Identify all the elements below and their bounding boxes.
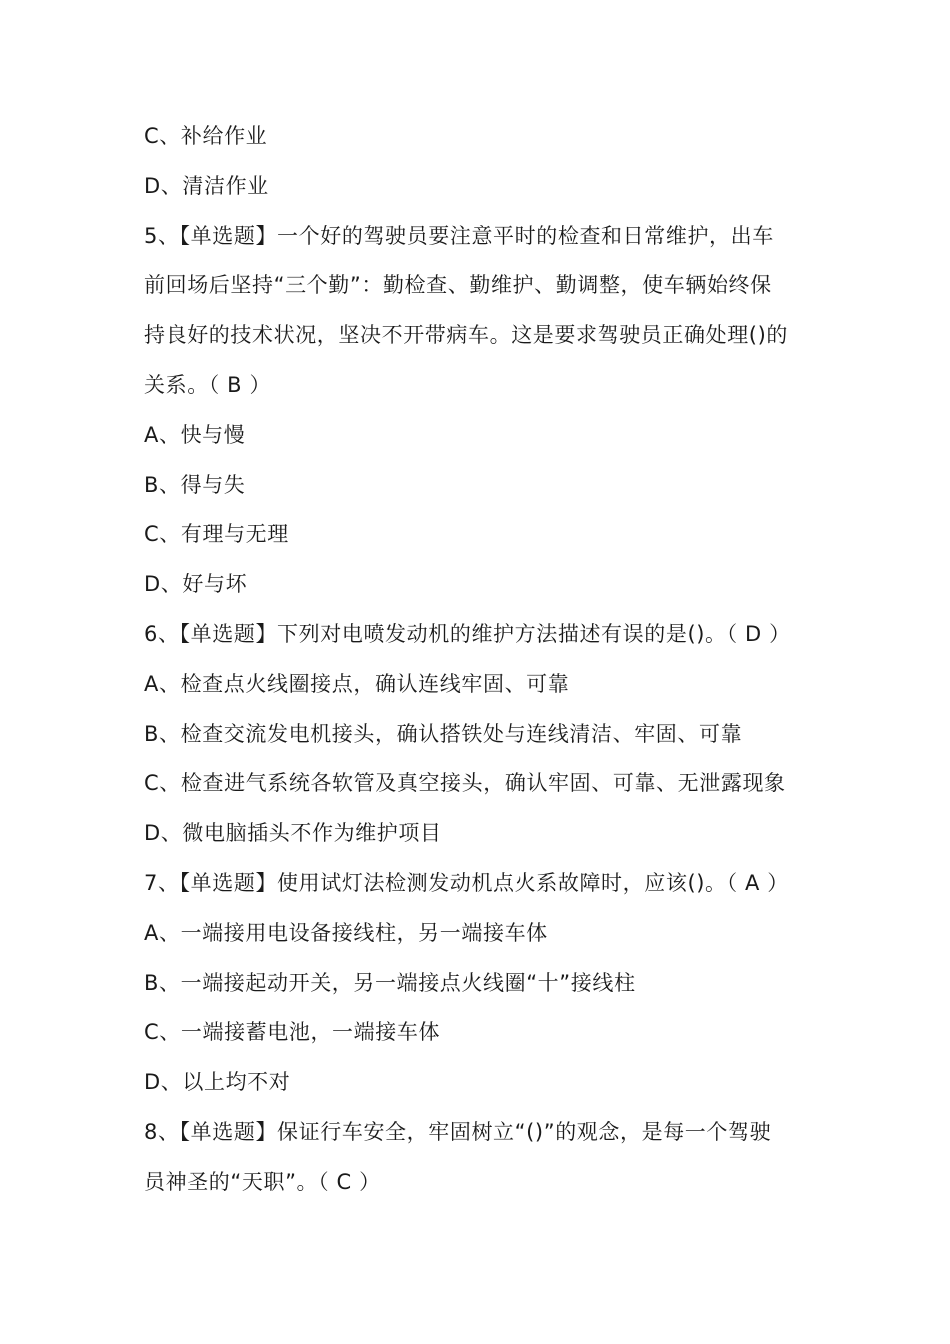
question-5-option-a: A、快与慢 (144, 422, 246, 447)
option-d-line: D、清洁作业 (144, 173, 269, 198)
question-5-option-c: C、有理与无理 (144, 522, 289, 547)
question-6-option-c: C、检查进气系统各软管及真空接头，确认牢固、可靠、无泄露现象 (144, 771, 786, 796)
question-8-line-1: 8、【单选题】保证行车安全，牢固树立“()”的观念，是每一个驾驶 (144, 1119, 772, 1144)
document-page (144, 112, 824, 1208)
question-6-option-b: B、检查交流发电机接头，确认搭铁处与连线清洁、牢固、可靠 (144, 721, 743, 746)
question-5-option-d: D、好与坏 (144, 572, 248, 597)
question-5-line-4: 关系。（ B ） (144, 372, 272, 397)
question-7-option-b: B、一端接起动开关，另一端接点火线圈“十”接线柱 (144, 970, 636, 995)
question-8-line-2: 员神圣的“天职”。（ C ） (144, 1169, 381, 1194)
question-7-option-d: D、以上均不对 (144, 1070, 291, 1095)
question-5-line-2: 前回场后坚持“三个勤”：勤检查、勤维护、勤调整，使车辆始终保 (144, 273, 772, 298)
question-5-line-3: 持良好的技术状况，坚决不开带病车。这是要求驾驶员正确处理()的 (144, 323, 788, 348)
question-6-option-d: D、微电脑插头不作为维护项目 (144, 821, 442, 846)
option-c-line: C、补给作业 (144, 124, 268, 148)
question-7-option-a: A、一端接用电设备接线柱，另一端接车体 (144, 920, 548, 945)
question-5-option-b: B、得与失 (144, 472, 246, 497)
question-6-option-a: A、检查点火线圈接点，确认连线牢固、可靠 (144, 671, 570, 696)
question-5-line-1: 5、【单选题】一个好的驾驶员要注意平时的检查和日常维护，出车 (144, 223, 774, 248)
question-7-option-c: C、一端接蓄电池，一端接车体 (144, 1020, 441, 1045)
question-7-line-1: 7、【单选题】使用试灯法检测发动机点火系故障时，应该()。（ A ） (144, 870, 789, 895)
question-6-line-1: 6、【单选题】下列对电喷发动机的维护方法描述有误的是()。（ D ） (144, 621, 791, 646)
